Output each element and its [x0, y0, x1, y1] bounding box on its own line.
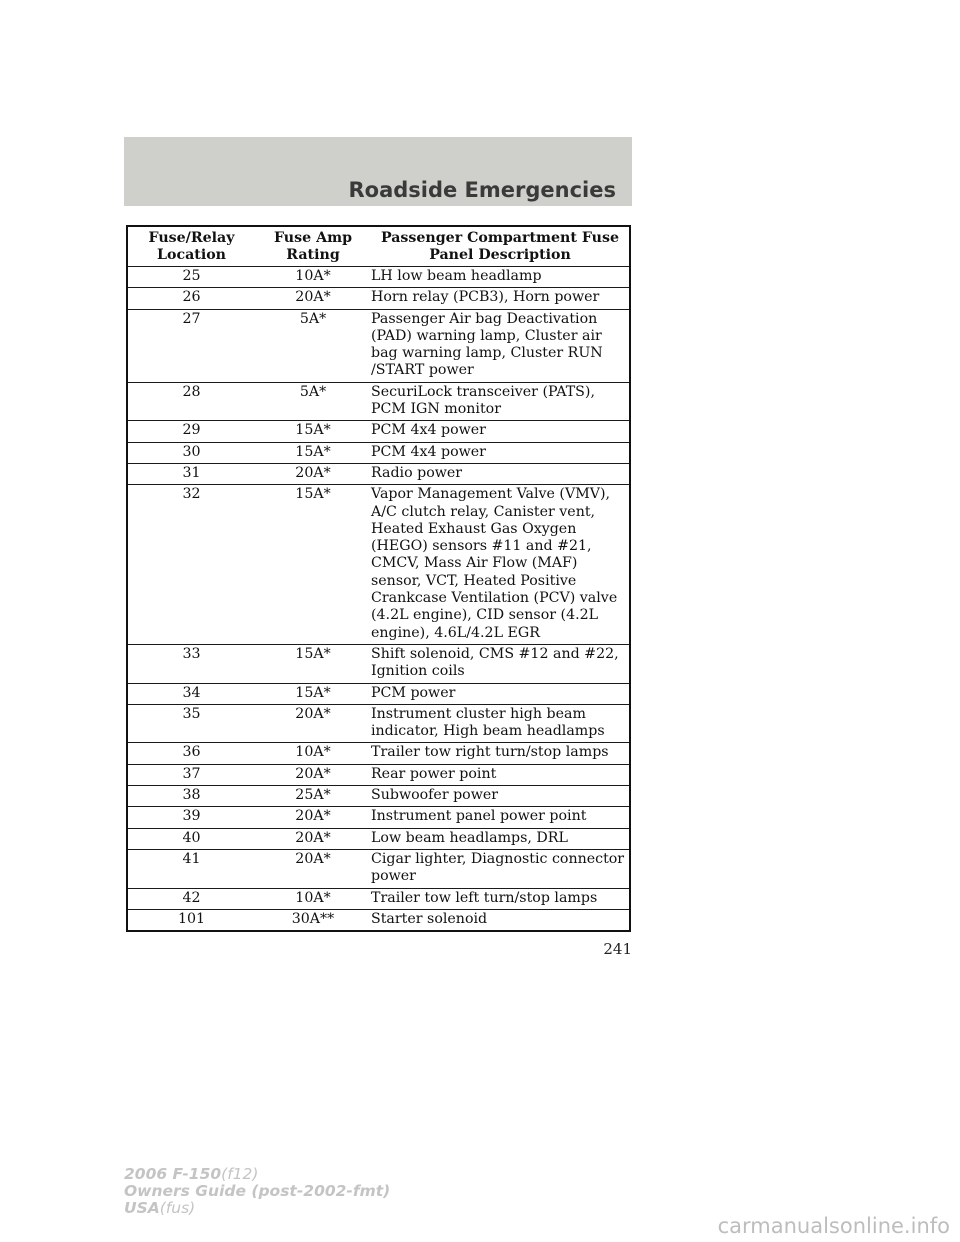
description-line: Cigar lighter, Diagnostic connector [371, 850, 625, 867]
fuse-rating-cell: 10A* [255, 267, 371, 288]
fuse-description-cell [371, 421, 630, 442]
header-rating-line: Fuse Amp [273, 230, 353, 246]
description-line: Rear power point [371, 765, 497, 782]
footer-market-code: (fus) [159, 1199, 196, 1217]
description-line: engine), 4.6L/4.2L EGR [371, 624, 540, 641]
watermark-text[interactable]: carmanualsonline.info [717, 1214, 950, 1238]
fuse-rating-cell: 10A* [255, 888, 371, 909]
table-row [127, 485, 630, 645]
fuse-location-cell: 39 [127, 807, 255, 828]
description-line: Horn relay (PCB3), Horn power [371, 289, 600, 306]
fuse-location-cell: 31 [127, 463, 255, 484]
description-line: bag warning lamp, Cluster RUN [371, 345, 603, 362]
fuse-location-cell: 33 [127, 644, 255, 683]
table-row [127, 644, 630, 683]
fuse-description-cell [371, 267, 630, 288]
description-line: sensor, VCT, Heated Positive [371, 572, 577, 589]
footer-market: USA [124, 1199, 160, 1217]
table-row [127, 704, 630, 743]
fuse-description-cell [371, 309, 630, 382]
description-line: Ignition coils [371, 663, 465, 680]
fuse-description-cell [371, 909, 630, 931]
fuse-location-cell: 40 [127, 828, 255, 849]
table-row [127, 442, 630, 463]
fuse-rating-cell: 5A* [255, 382, 371, 421]
fuse-description-cell [371, 807, 630, 828]
description-line: /START power [371, 362, 474, 379]
fuse-rating-cell: 20A* [255, 849, 371, 888]
fuse-description-cell [371, 828, 630, 849]
fuse-rating-cell: 20A* [255, 807, 371, 828]
description-line: PCM power [371, 684, 456, 701]
table-header-row [127, 226, 630, 267]
fuse-rating-cell: 20A* [255, 828, 371, 849]
fuse-location-cell: 101 [127, 909, 255, 931]
fuse-description-cell [371, 644, 630, 683]
description-line: SecuriLock transceiver (PATS), [371, 383, 595, 400]
fuse-table-body [127, 267, 630, 932]
fuse-location-cell: 30 [127, 442, 255, 463]
footer [124, 1166, 390, 1217]
fuse-description-cell [371, 442, 630, 463]
fuse-rating-cell: 20A* [255, 764, 371, 785]
description-line: Trailer tow right turn/stop lamps [371, 744, 609, 761]
fuse-rating-cell: 15A* [255, 485, 371, 645]
fuse-location-cell: 25 [127, 267, 255, 288]
table-row [127, 764, 630, 785]
table-row [127, 909, 630, 931]
fuse-location-cell: 42 [127, 888, 255, 909]
fuse-description-cell [371, 288, 630, 309]
fuse-location-cell: 29 [127, 421, 255, 442]
header-location [127, 226, 255, 267]
description-line: power [371, 868, 416, 885]
description-line: Shift solenoid, CMS #12 and #22, [371, 645, 619, 662]
fuse-rating-cell: 15A* [255, 442, 371, 463]
footer-line-2 [124, 1183, 390, 1200]
table-row [127, 743, 630, 764]
header-location-line: Location [157, 247, 226, 263]
description-line: indicator, High beam headlamps [371, 723, 605, 740]
description-line: PCM IGN monitor [371, 401, 501, 418]
description-line: Trailer tow left turn/stop lamps [371, 889, 598, 906]
fuse-location-cell: 27 [127, 309, 255, 382]
fuse-rating-cell: 15A* [255, 421, 371, 442]
fuse-rating-cell: 10A* [255, 743, 371, 764]
section-title: Roadside Emergencies [348, 178, 616, 202]
fuse-description-cell [371, 485, 630, 645]
description-line: Passenger Air bag Deactivation [371, 310, 598, 327]
fuse-description-cell [371, 786, 630, 807]
description-line: Instrument panel power point [371, 808, 587, 825]
header-description [371, 226, 630, 267]
description-line: (HEGO) sensors #11 and #21, [371, 538, 592, 555]
fuse-description-cell [371, 888, 630, 909]
footer-guide: Owners Guide (post-2002-fmt) [124, 1182, 391, 1200]
fuse-rating-cell: 20A* [255, 704, 371, 743]
table-row [127, 828, 630, 849]
description-line: Radio power [371, 464, 463, 481]
fuse-location-cell: 34 [127, 683, 255, 704]
header-rating [255, 226, 371, 267]
page-number: 241 [603, 940, 632, 958]
table-row [127, 288, 630, 309]
description-line: Low beam headlamps, DRL [371, 829, 568, 846]
footer-line-3 [124, 1200, 390, 1217]
fuse-description-cell [371, 764, 630, 785]
description-line: (PAD) warning lamp, Cluster air [371, 327, 602, 344]
table-row [127, 683, 630, 704]
description-line: PCM 4x4 power [371, 443, 486, 460]
table-row [127, 309, 630, 382]
fuse-rating-cell: 20A* [255, 463, 371, 484]
fuse-location-cell: 38 [127, 786, 255, 807]
description-line: PCM 4x4 power [371, 422, 486, 439]
fuse-location-cell: 41 [127, 849, 255, 888]
description-line: Heated Exhaust Gas Oxygen [371, 520, 577, 537]
table-row [127, 382, 630, 421]
description-line: CMCV, Mass Air Flow (MAF) [371, 555, 578, 572]
description-line: (4.2L engine), CID sensor (4.2L [371, 607, 599, 624]
fuse-rating-cell: 30A** [255, 909, 371, 931]
fuse-table [126, 225, 631, 932]
fuse-description-cell [371, 683, 630, 704]
table-row [127, 463, 630, 484]
table-row [127, 888, 630, 909]
description-line: Subwoofer power [371, 787, 499, 804]
footer-model-code: (f12) [221, 1165, 259, 1183]
fuse-rating-cell: 15A* [255, 644, 371, 683]
header-description-line: Panel Description [429, 247, 571, 263]
header-description-line: Passenger Compartment Fuse [380, 230, 620, 246]
fuse-rating-cell: 5A* [255, 309, 371, 382]
fuse-location-cell: 26 [127, 288, 255, 309]
table-row [127, 849, 630, 888]
description-line: A/C clutch relay, Canister vent, [371, 503, 596, 520]
fuse-location-cell: 37 [127, 764, 255, 785]
table-row [127, 421, 630, 442]
description-line: Starter solenoid [371, 910, 488, 927]
fuse-description-cell [371, 743, 630, 764]
header-location-line: Fuse/Relay [148, 230, 235, 246]
footer-model: 2006 F-150 [124, 1165, 222, 1183]
table-row [127, 267, 630, 288]
fuse-location-cell: 32 [127, 485, 255, 645]
description-line: LH low beam headlamp [371, 268, 542, 284]
fuse-location-cell: 36 [127, 743, 255, 764]
fuse-description-cell [371, 704, 630, 743]
fuse-description-cell [371, 463, 630, 484]
fuse-location-cell: 35 [127, 704, 255, 743]
header-rating-line: Rating [286, 247, 340, 263]
description-line: Vapor Management Valve (VMV), [371, 486, 611, 503]
description-line: Crankcase Ventilation (PCV) valve [371, 590, 618, 607]
table-row [127, 807, 630, 828]
fuse-description-cell [371, 382, 630, 421]
table-row [127, 786, 630, 807]
description-line: Instrument cluster high beam [371, 705, 586, 722]
footer-line-1 [124, 1166, 390, 1183]
fuse-description-cell [371, 849, 630, 888]
fuse-rating-cell: 25A* [255, 786, 371, 807]
fuse-rating-cell: 20A* [255, 288, 371, 309]
fuse-location-cell: 28 [127, 382, 255, 421]
fuse-rating-cell: 15A* [255, 683, 371, 704]
